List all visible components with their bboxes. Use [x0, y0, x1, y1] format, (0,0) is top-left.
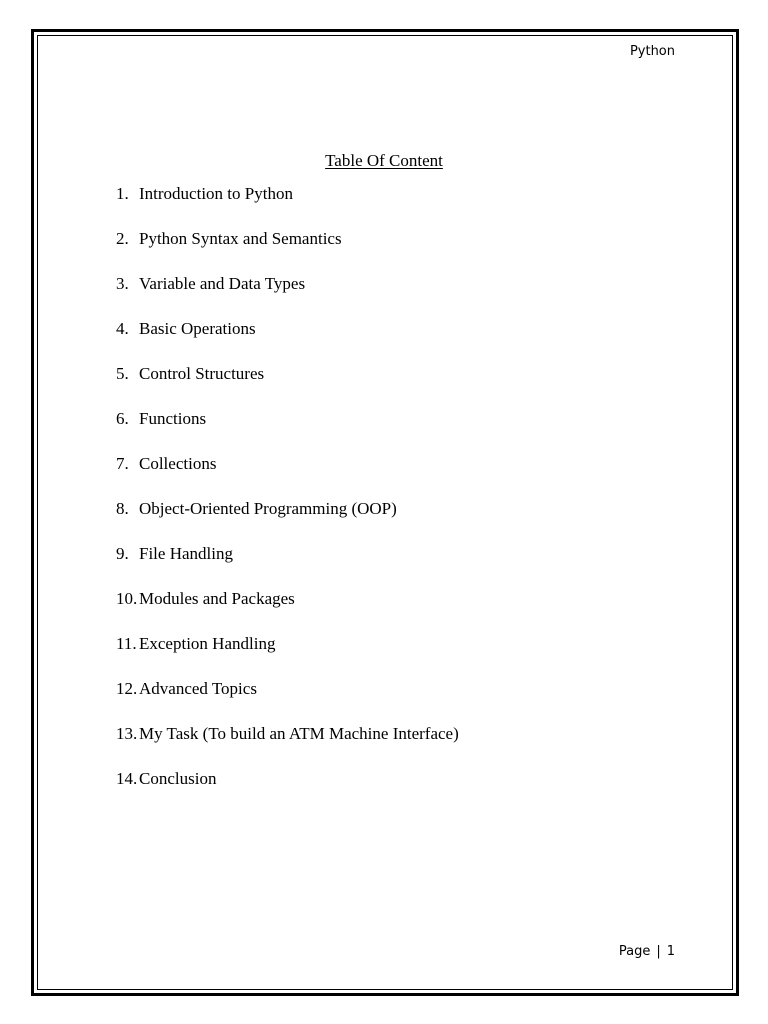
toc-item-number: 3.	[116, 274, 129, 293]
toc-item-label: Advanced Topics	[139, 679, 257, 698]
toc-item-number: 4.	[116, 319, 129, 338]
toc-title-text: Table Of Content	[325, 151, 443, 170]
toc-item-label: Introduction to Python	[139, 184, 293, 203]
toc-item-number: 6.	[116, 409, 129, 428]
toc-item	[116, 542, 459, 587]
toc-item-number: 8.	[116, 499, 129, 518]
toc-item-number: 13.	[116, 724, 138, 743]
toc-item-label: Control Structures	[139, 364, 265, 383]
toc-item-label: Variable and Data Types	[139, 274, 306, 293]
toc-item-label: Python Syntax and Semantics	[139, 229, 342, 248]
toc-item-label: Exception Handling	[139, 634, 276, 653]
toc-item-number: 10.	[116, 589, 138, 608]
page-footer	[619, 944, 675, 959]
toc-item-label: File Handling	[139, 544, 233, 563]
toc-item-number: 2.	[116, 229, 129, 248]
toc-item	[116, 632, 459, 677]
toc-item-label: Basic Operations	[139, 319, 256, 338]
toc-item-number: 1.	[116, 184, 129, 203]
toc-item-label: Functions	[139, 409, 207, 428]
toc-item	[116, 317, 459, 362]
toc-item-number: 7.	[116, 454, 129, 473]
footer-separator: |	[656, 944, 661, 959]
toc-item-label: Conclusion	[139, 769, 217, 788]
toc-item-number: 14.	[116, 769, 138, 788]
toc-item	[116, 722, 459, 767]
toc-item	[116, 407, 459, 452]
toc-item	[116, 272, 459, 317]
toc-list	[116, 182, 459, 812]
toc-item	[116, 227, 459, 272]
toc-item-label: Object-Oriented Programming (OOP)	[139, 499, 397, 518]
toc-item	[116, 362, 459, 407]
toc-item-label: My Task (To build an ATM Machine Interface)	[139, 724, 459, 743]
toc-item-number: 9.	[116, 544, 129, 563]
toc-item	[116, 497, 459, 542]
toc-item	[116, 452, 459, 497]
toc-title	[0, 151, 768, 171]
toc-item-number: 5.	[116, 364, 129, 383]
footer-page-label: Page	[618, 944, 651, 959]
toc-item	[116, 677, 459, 722]
page-header: Python	[629, 44, 675, 59]
toc-item-label: Collections	[139, 454, 217, 473]
toc-item	[116, 182, 459, 227]
toc-item-number: 11.	[116, 634, 137, 653]
footer-page-number: 1	[666, 944, 675, 959]
toc-item-label: Modules and Packages	[139, 589, 295, 608]
toc-item	[116, 767, 459, 812]
toc-item-number: 12.	[116, 679, 138, 698]
toc-item	[116, 587, 459, 632]
